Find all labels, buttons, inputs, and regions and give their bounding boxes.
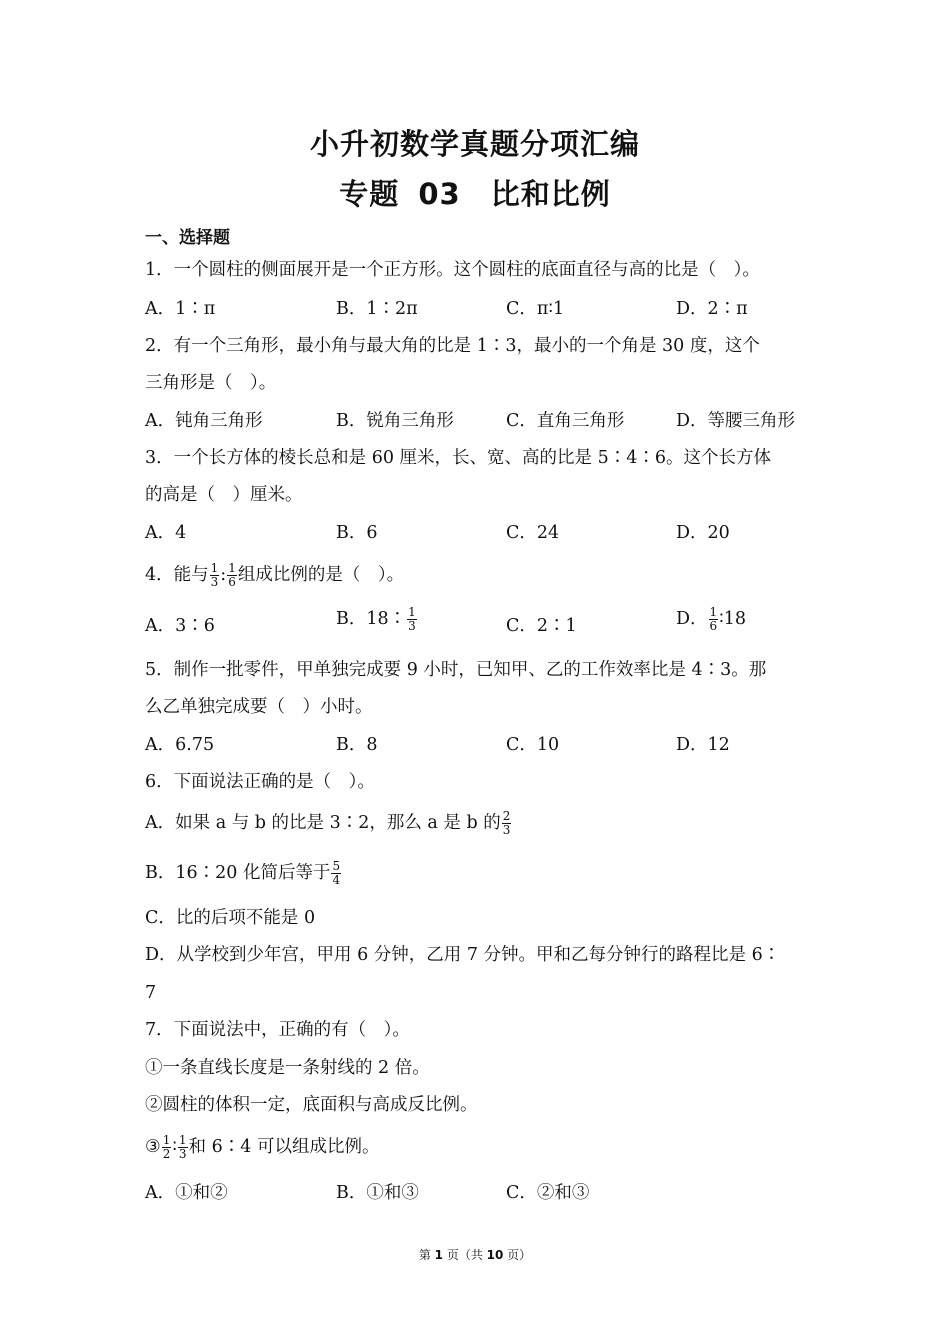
q4-stem <box>145 562 825 589</box>
q5-stem-line1: 5．制作一批零件，甲单独完成要 9 小时，已知甲、乙的工作效率比是 4∶3。那 <box>145 660 767 680</box>
q7-fraction-2 <box>178 1134 188 1161</box>
q3-option-a: A．4 <box>145 523 187 543</box>
footer-page-number: 1 <box>434 1248 443 1262</box>
q7-fraction-1 <box>162 1134 172 1161</box>
q4-option-d-fraction <box>709 606 719 633</box>
q6-option-a <box>145 810 825 837</box>
fraction-denominator: 3 <box>502 823 511 837</box>
fraction-denominator: 3 <box>178 1147 187 1161</box>
q1-stem: 1．一个圆柱的侧面展开是一个正方形。这个圆柱的底面直径与高的比是（ ）。 <box>145 260 760 280</box>
q4-stem-suffix: 组成比例的是（ ）。 <box>237 565 405 585</box>
fraction-numerator: 1 <box>408 605 416 619</box>
q6-option-a-fraction <box>502 810 512 837</box>
fraction-numerator: 1 <box>228 561 236 575</box>
q6-option-b-fraction <box>331 860 341 887</box>
q1-option-c: C．π∶1 <box>506 299 565 319</box>
fraction-denominator: 3 <box>408 619 416 633</box>
q7-option-c: C．②和③ <box>506 1183 590 1203</box>
q4-option-b-prefix: B．18∶ <box>336 609 407 629</box>
q4-option-c: C．2∶1 <box>506 616 577 636</box>
q5-option-d: D．12 <box>676 735 730 755</box>
fraction-denominator: 2 <box>162 1147 171 1161</box>
q3-option-d: D．20 <box>676 523 730 543</box>
fraction-denominator: 6 <box>709 619 718 633</box>
page-title: 小升初数学真题分项汇编 <box>309 127 640 161</box>
q4-option-d <box>676 606 746 633</box>
q6-option-a-text: A．如果 a 与 b 的比是 3∶2，那么 a 是 b 的 <box>145 813 501 833</box>
footer-middle: 页（共 <box>443 1248 487 1262</box>
q7-colon: ∶ <box>172 1137 177 1157</box>
q7-statement-3-marker: ③ <box>145 1137 161 1157</box>
fraction-numerator: 2 <box>502 809 511 823</box>
q7-statement-3 <box>145 1134 825 1161</box>
q3-stem-line1: 3．一个长方体的棱长总和是 60 厘米，长、宽、高的比是 5∶4∶6。这个长方体 <box>145 448 771 468</box>
q2-option-b: B．锐角三角形 <box>336 411 454 431</box>
q7-statement-2: ②圆柱的体积一定，底面积与高成反比例。 <box>145 1095 478 1115</box>
q2-option-c: C．直角三角形 <box>506 411 625 431</box>
q2-stem-line2: 三角形是（ ）。 <box>145 373 277 393</box>
q6-option-d-line1: D．从学校到少年宫，甲用 6 分钟，乙用 7 分钟。甲和乙每分钟行的路程比是 6∶ <box>145 945 781 965</box>
q4-option-a: A．3∶6 <box>145 616 215 636</box>
q6-option-b-text: B．16∶20 化简后等于 <box>145 863 331 883</box>
q3-option-b: B．6 <box>336 523 378 543</box>
fraction-numerator: 1 <box>210 561 219 575</box>
q1-option-d: D．2∶π <box>676 299 748 319</box>
q3-stem-line2: 的高是（ ）厘米。 <box>145 485 303 505</box>
fraction-numerator: 1 <box>178 1133 187 1147</box>
q4-colon: : <box>220 565 227 585</box>
q4-fraction-2 <box>227 562 237 589</box>
q4-fraction-1 <box>210 562 220 589</box>
page-subtitle: 专题 03 比和比例 <box>339 177 611 211</box>
q6-option-d-line2: 7 <box>145 983 157 1003</box>
fraction-denominator: 6 <box>228 575 236 589</box>
q3-option-c: C．24 <box>506 523 560 543</box>
q2-stem-line1: 2．有一个三角形，最小角与最大角的比是 1∶3，最小的一个角是 30 度，这个 <box>145 336 760 356</box>
q5-stem-line2: 么乙单独完成要（ ）小时。 <box>145 697 373 717</box>
q4-option-b-fraction <box>407 606 417 633</box>
q6-stem: 6．下面说法正确的是（ ）。 <box>145 772 375 792</box>
fraction-numerator: 1 <box>709 605 718 619</box>
q7-option-b: B．①和③ <box>336 1183 419 1203</box>
q1-option-b: B．1∶2π <box>336 299 418 319</box>
page-footer <box>0 1246 950 1263</box>
q6-option-c: C．比的后项不能是 0 <box>145 908 316 928</box>
q4-option-d-suffix: ∶18 <box>719 609 746 629</box>
q1-option-a: A．1∶π <box>145 299 216 319</box>
q4-stem-prefix: 4．能与 <box>145 565 209 585</box>
q2-option-d: D．等腰三角形 <box>676 411 796 431</box>
q7-statement-1: ①一条直线长度是一条射线的 2 倍。 <box>145 1058 430 1078</box>
q6-option-b <box>145 860 825 887</box>
footer-suffix: 页） <box>503 1248 532 1262</box>
footer-total-pages: 10 <box>486 1248 504 1262</box>
q5-option-a: A．6.75 <box>145 735 215 755</box>
fraction-denominator: 3 <box>210 575 219 589</box>
q4-option-b <box>336 606 418 633</box>
q7-statement-3-text: 和 6∶4 可以组成比例。 <box>188 1137 380 1157</box>
q7-option-a: A．①和② <box>145 1183 228 1203</box>
section-heading: 一、选择题 <box>145 228 230 248</box>
q4-option-d-prefix: D． <box>676 609 708 629</box>
q5-option-b: B．8 <box>336 735 378 755</box>
footer-prefix: 第 <box>418 1248 435 1262</box>
fraction-numerator: 1 <box>162 1133 171 1147</box>
fraction-denominator: 4 <box>332 873 341 887</box>
q2-option-a: A．钝角三角形 <box>145 411 263 431</box>
q7-stem: 7．下面说法中，正确的有（ ）。 <box>145 1020 410 1040</box>
q5-option-c: C．10 <box>506 735 560 755</box>
fraction-numerator: 5 <box>332 859 341 873</box>
